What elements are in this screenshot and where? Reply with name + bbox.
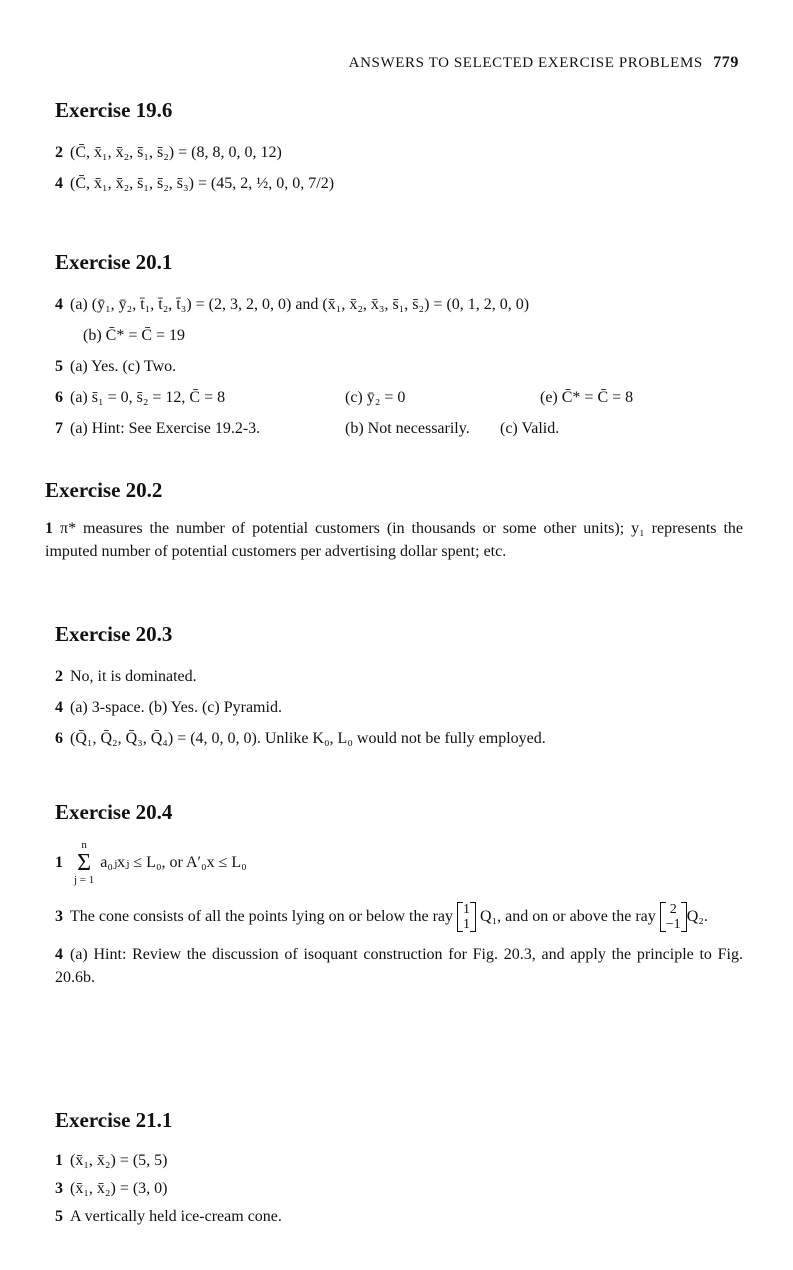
answer-item: 4 (a) 3-space. (b) Yes. (c) Pyramid. [55, 699, 282, 716]
answer-item: 7 (a) Hint: See Exercise 19.2-3. (b) Not necessarily. (c) Valid. [55, 420, 560, 437]
answer-item: 1 π* measures the number of potential customers (in thousands or some other units); y₁ represents the imputed number of potential customers per advertising dollar spent; etc. [45, 520, 743, 560]
section-title: Exercise 21.1 [55, 1108, 173, 1132]
answer-item: 6 (a) s̄₁ = 0, s̄₂ = 12, C̄ = 8 (c) ȳ₂ = 0 (e) C̄* = C̄ = 8 [55, 389, 634, 406]
section-exercise-20-4 [55, 800, 743, 993]
column-vector: 2 −1 [660, 902, 687, 932]
answer-item: 2 (C̄, x̄₁, x̄₂, s̄₁, s̄₂) = (8, 8, 0, 0, 12) [55, 144, 282, 161]
section-exercise-20-2 [45, 478, 743, 567]
answer-item: 2 No, it is dominated. [55, 668, 197, 685]
answer-item: 1 n Σ j = 1 a₀ⱼxⱼ ≤ L₀, or A′₀x ≤ L₀ [55, 839, 247, 886]
answer-item: 6 (Q̄₁, Q̄₂, Q̄₃, Q̄₄) = (4, 0, 0, 0). Unlike K₀, L₀ would not be fully employed. [55, 730, 546, 747]
answer-item: (b) C̄* = C̄ = 19 [83, 327, 186, 344]
section-exercise-20-1 [55, 250, 743, 444]
running-header [349, 54, 739, 72]
section-title: Exercise 19.6 [55, 98, 173, 122]
answer-item: 5 A vertically held ice-cream cone. [55, 1208, 282, 1225]
answer-item: 3 The cone consists of all the points lying on or below the ray 1 1 Q₁, and on or above the ray 2 −1 Q₂. [55, 902, 708, 933]
answer-item: 5 (a) Yes. (c) Two. [55, 358, 177, 375]
answer-item: 4 (a) Hint: Review the discussion of isoquant construction for Fig. 20.3, and apply the principle to Fig. 20.6b. [55, 946, 743, 986]
section-title: Exercise 20.1 [55, 250, 173, 274]
section-exercise-20-3 [55, 622, 743, 754]
section-exercise-19-6 [55, 98, 743, 199]
column-vector: 1 1 [457, 902, 476, 932]
answer-item: 4 (a) (ȳ₁, ȳ₂, t̄₁, t̄₂, t̄₃) = (2, 3, 2, 0, 0) and (x̄₁, x̄₂, x̄₃, s̄₁, s̄₂) = (0, 1, 2, 0, 0) [55, 296, 530, 313]
running-title: ANSWERS TO SELECTED EXERCISE PROBLEMS [348, 55, 703, 71]
answer-item: 4 (C̄, x̄₁, x̄₂, s̄₁, s̄₂, s̄₃) = (45, 2, ½, 0, 0, 7/2) [55, 175, 335, 192]
section-title: Exercise 20.3 [55, 622, 173, 646]
section-title: Exercise 20.4 [55, 800, 173, 824]
page-number: 779 [713, 54, 739, 71]
answer-item: 3 (x̄₁, x̄₂) = (3, 0) [55, 1180, 168, 1197]
section-exercise-21-1 [55, 1108, 743, 1231]
section-title: Exercise 20.2 [45, 478, 163, 502]
summation-symbol: n Σ j = 1 [74, 839, 95, 886]
answer-item: 1 (x̄₁, x̄₂) = (5, 5) [55, 1152, 168, 1169]
